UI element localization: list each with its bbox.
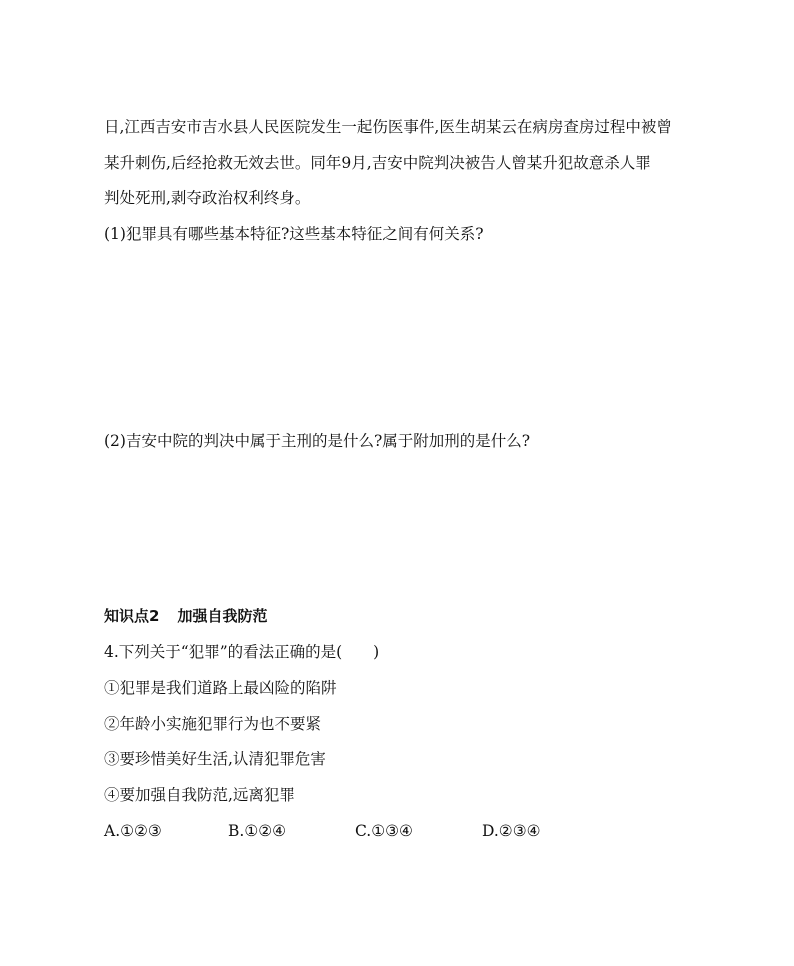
option-a[interactable]: A.①②③ <box>104 822 162 840</box>
passage-line-3: 判处死刑,剥夺政治权利终身。 <box>104 189 311 207</box>
statement-4: ④要加强自我防范,远离犯罪 <box>104 786 295 804</box>
option-c[interactable]: C.①③④ <box>355 822 413 840</box>
question-2: (2)吉安中院的判决中属于主刑的是什么?属于附加刑的是什么? <box>104 432 531 450</box>
option-d[interactable]: D.②③④ <box>482 822 541 840</box>
passage-line-1: 日,江西吉安市吉水县人民医院发生一起伤医事件,医生胡某云在病房查房过程中被曾 <box>104 118 672 136</box>
statement-2: ②年龄小实施犯罪行为也不要紧 <box>104 715 322 733</box>
section-number: 知识点2 <box>104 607 160 625</box>
option-b[interactable]: B.①②④ <box>228 822 287 840</box>
question-1: (1)犯罪具有哪些基本特征?这些基本特征之间有何关系? <box>104 225 484 243</box>
statement-1: ①犯罪是我们道路上最凶险的陷阱 <box>104 679 337 697</box>
section-heading <box>104 606 267 626</box>
statement-3: ③要珍惜美好生活,认清犯罪危害 <box>104 750 326 768</box>
section-title: 加强自我防范 <box>177 607 268 625</box>
passage-line-2: 某升刺伤,后经抢救无效去世。同年9月,吉安中院判决被告人曾某升犯故意杀人罪 <box>104 154 651 172</box>
question-4-stem: 4.下列关于“犯罪”的看法正确的是( ) <box>104 643 380 661</box>
